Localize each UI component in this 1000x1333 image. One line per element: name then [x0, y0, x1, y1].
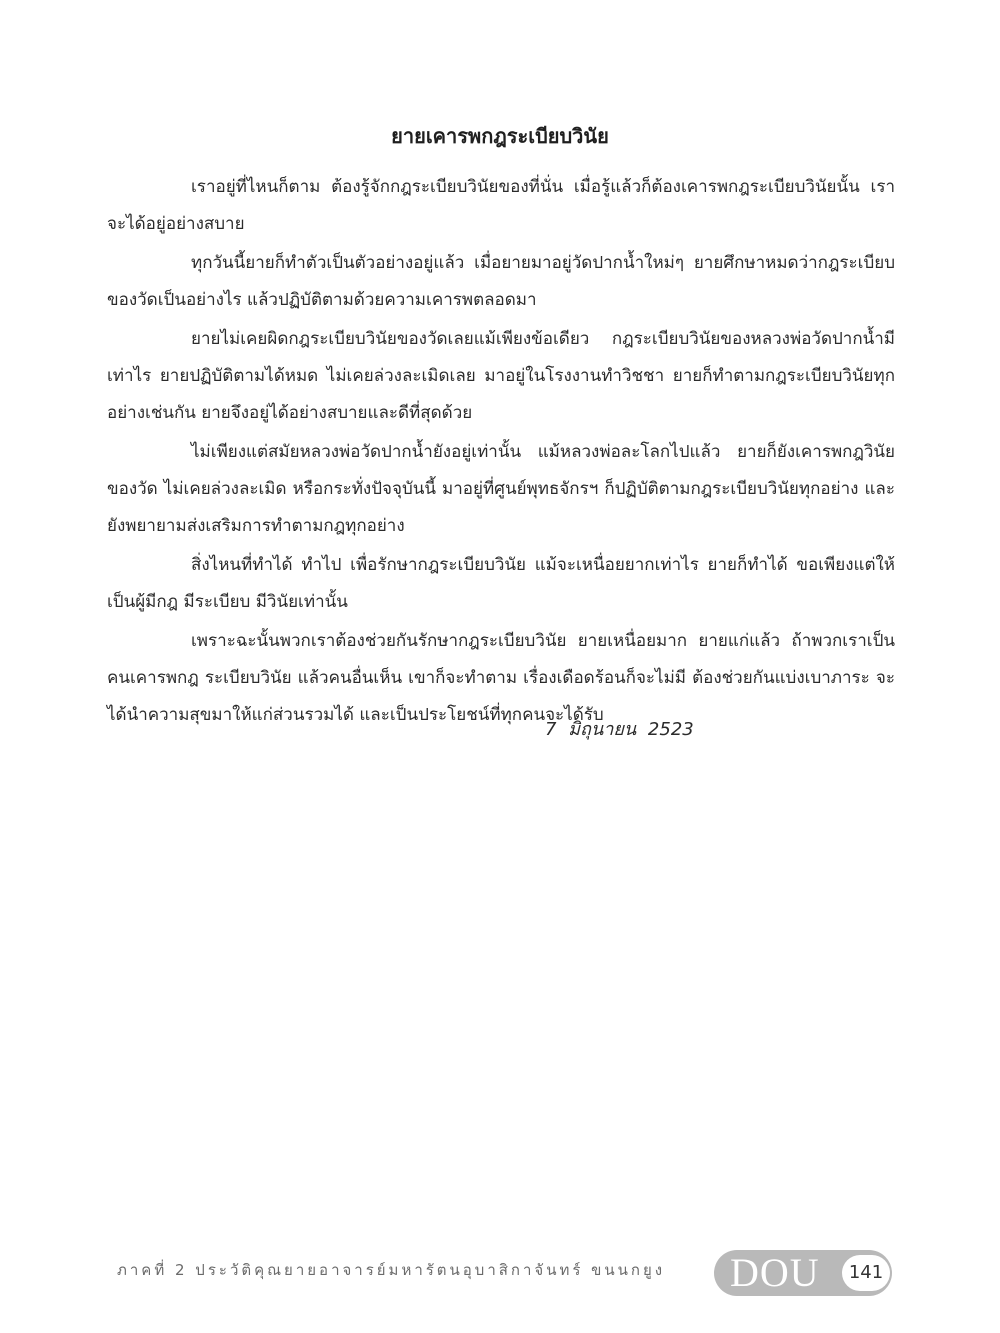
dou-logo-text: DOU	[730, 1250, 820, 1295]
page-title: ยายเคารพกฎระเบียบวินัย	[391, 124, 609, 148]
paragraph-1: เราอยู่ที่ไหนก็ตาม ต้องรู้จักกฎระเบียบวินัยของที่นั่น เมื่อรู้แล้วก็ต้องเคารพกฎระเบียบวินัยนั้น เราจะได้อยู่อย่างสบาย	[107, 177, 895, 234]
page-number: 141	[842, 1255, 890, 1291]
body-text	[107, 169, 895, 736]
paragraph-3: ยายไม่เคยผิดกฎระเบียบวินัยของวัดเลยแม้เพียงข้อเดียว กฎระเบียบวินัยของหลวงพ่อวัดปากน้ำมีเท่าไร ยายปฏิบัติตามได้หมด ไม่เคยล่วงละเมิดเลย มาอยู่ในโรงงานทำวิชชา ยายก็ทำตามกฎระเบียบวินัยทุกอย่างเช่นกัน ยายจึงอยู่ได้อย่างสบายและดีที่สุดด้วย	[107, 329, 895, 423]
running-footer: ภาคที่ 2 ประวัติคุณยายอาจารย์มหารัตนอุบาสิกาจันทร์ ขนนกยูง	[117, 1261, 666, 1279]
date-line: 7 มิถุนายน 2523	[545, 719, 694, 740]
paragraph-5: สิ่งไหนที่ทำได้ ทำไป เพื่อรักษากฎระเบียบวินัย แม้จะเหนื่อยยากเท่าไร ยายก็ทำได้ ขอเพียงแต่ให้เป็นผู้มีกฎ มีระเบียบ มีวินัยเท่านั้น	[107, 555, 895, 612]
paragraph-2: ทุกวันนี้ยายก็ทำตัวเป็นตัวอย่างอยู่แล้ว เมื่อยายมาอยู่วัดปากน้ำใหม่ๆ ยายศึกษาหมดว่ากฎระเบียบของวัดเป็นอย่างไร แล้วปฏิบัติตามด้วยความเคารพตลอดมา	[107, 253, 895, 310]
paragraph-6: เพราะฉะนั้นพวกเราต้องช่วยกันรักษากฎระเบียบวินัย ยายเหนื่อยมาก ยายแก่แล้ว ถ้าพวกเราเป็นคนเคารพกฎ ระเบียบวินัย แล้วคนอื่นเห็น เขาก็จะทำตาม เรื่องเดือดร้อนก็จะไม่มี ต้องช่วยกันแบ่งเบาภาระ จะได้นำความสุขมาให้แก่ส่วนรวมได้ และเป็นประโยชน์ที่ทุกคนจะได้รับ	[107, 631, 895, 725]
paragraph-4: ไม่เพียงแต่สมัยหลวงพ่อวัดปากน้ำยังอยู่เท่านั้น แม้หลวงพ่อละโลกไปแล้ว ยายก็ยังเคารพกฎวินัยของวัด ไม่เคยล่วงละเมิด หรือกระทั่งปัจจุบันนี้ มาอยู่ที่ศูนย์พุทธจักรฯ ก็ปฏิบัติตามกฎระเบียบวินัยทุกอย่าง และยังพยายามส่งเสริมการทำตามกฎทุกอย่าง	[107, 442, 895, 536]
dou-page-badge	[714, 1250, 892, 1296]
